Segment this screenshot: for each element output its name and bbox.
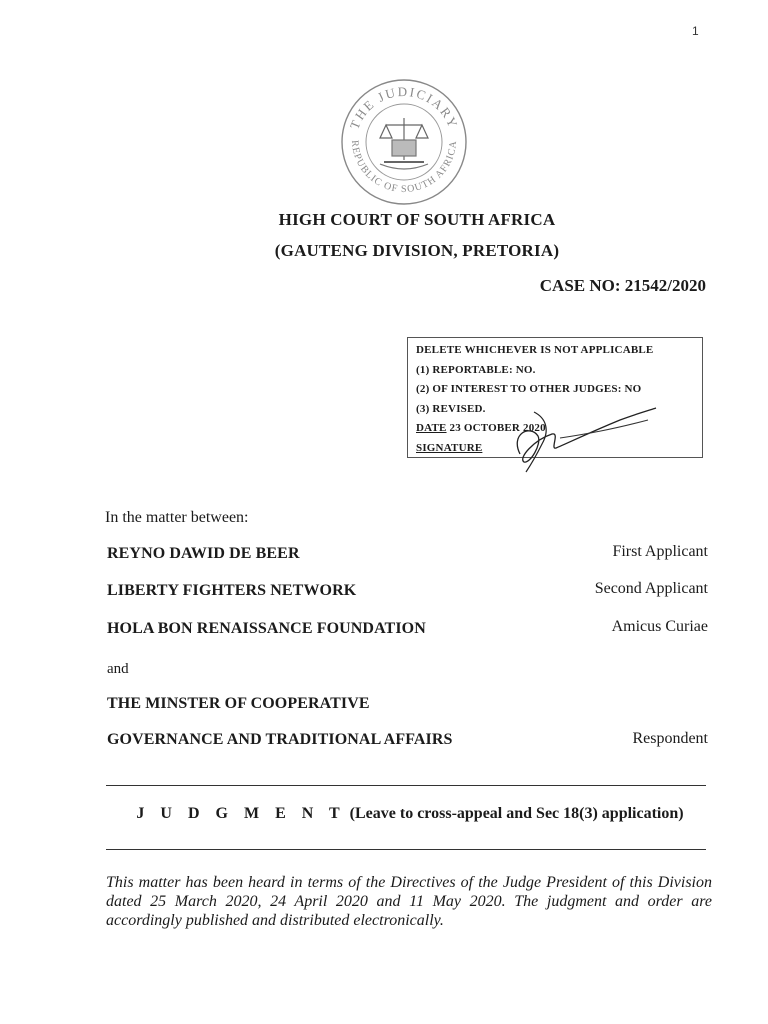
handwritten-signature [490, 404, 660, 476]
seal-top-text: THE JUDICIARY [346, 83, 462, 132]
judiciary-seal [336, 78, 472, 208]
revised-status: (3) REVISED. [416, 402, 486, 415]
party-name-second-applicant: LIBERTY FIGHTERS NETWORK [107, 582, 357, 599]
party-role-amicus-curiae: Amicus Curiae [611, 618, 708, 635]
judgment-subtitle: (Leave to cross-appeal and Sec 18(3) application) [349, 805, 684, 822]
reportable-heading: DELETE WHICHEVER IS NOT APPLICABLE [416, 344, 654, 356]
judgment-heading [0, 805, 768, 823]
party-name-amicus-curiae: HOLA BON RENAISSANCE FOUNDATION [107, 620, 426, 637]
top-rule [106, 785, 706, 786]
bottom-rule [106, 849, 706, 850]
court-name: HIGH COURT OF SOUTH AFRICA [278, 210, 556, 229]
party-name-first-applicant: REYNO DAWID DE BEER [107, 545, 300, 562]
judgment-title: J U D G M E N T [136, 805, 346, 822]
party-role-first-applicant: First Applicant [612, 543, 708, 560]
signature-label: SIGNATURE [416, 441, 483, 454]
date-label: DATE [416, 422, 447, 434]
page-number: 1 [692, 24, 699, 38]
matter-between-label: In the matter between: [105, 509, 249, 526]
scales-of-justice-icon [380, 118, 428, 169]
directive-note: This matter has been heard in terms of the Directives of the Judge President of this Division dated 25 March 2020, 24 April 2020 and 11 May 2020. The judgment and order are accordingly published and distributed electronically. [106, 874, 712, 929]
reportable-status: (1) REPORTABLE: NO. [416, 363, 536, 376]
court-division: (GAUTENG DIVISION, PRETORIA) [274, 241, 560, 260]
party-role-respondent: Respondent [632, 730, 708, 747]
respondent-name-line-1: THE MINSTER OF COOPERATIVE [107, 695, 370, 712]
party-role-second-applicant: Second Applicant [594, 580, 708, 597]
respondent-name-line-2: GOVERNANCE AND TRADITIONAL AFFAIRS [107, 731, 453, 748]
case-number: CASE NO: 21542/2020 [539, 276, 706, 295]
seal-bottom-text: REPUBLIC OF SOUTH AFRICA [348, 139, 460, 196]
interest-status: (2) OF INTEREST TO OTHER JUDGES: NO [416, 383, 642, 395]
date-value: 23 OCTOBER 2020 [449, 422, 546, 434]
and-separator: and [107, 661, 129, 677]
